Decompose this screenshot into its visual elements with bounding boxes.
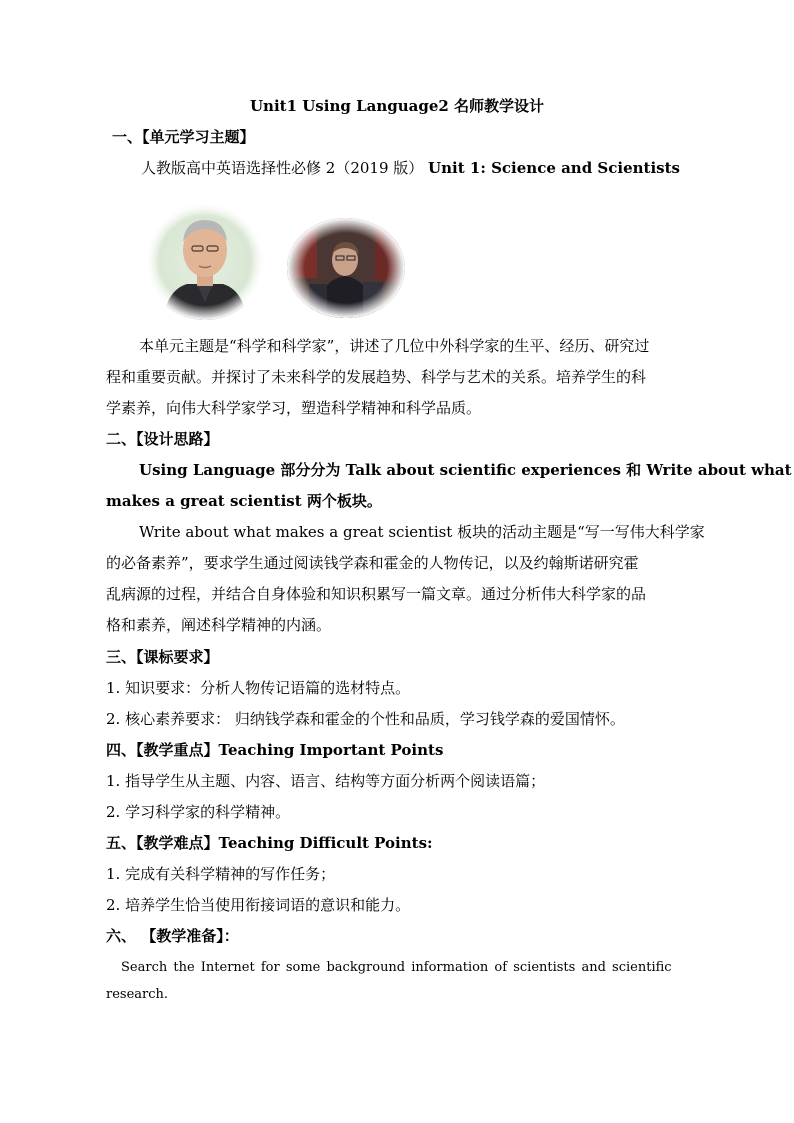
section-6-para-line-2: research. — [106, 987, 169, 1002]
subtitle-cn: 人教版高中英语选择性必修 2（2019 版） — [141, 159, 424, 177]
section-3-item-2: 2. 核心素养要求： 归纳钱学森和霍金的个性和品质，学习钱学森的爱国情怀。 — [106, 710, 625, 728]
section-6-heading: 六、 【教学准备】： — [106, 927, 239, 945]
section-5-item-1: 1. 完成有关科学精神的写作任务； — [106, 865, 336, 883]
section-3-item-1: 1. 知识要求：分析人物传记语篇的选材特点。 — [106, 679, 411, 697]
section-3-heading: 三、【课标要求】 — [106, 648, 219, 666]
portrait-elderly-man-icon — [145, 202, 265, 320]
section-1-para-line-2: 程和重要贡献。并探讨了未来科学的发展趋势、科学与艺术的关系。培养学生的科 — [106, 368, 647, 386]
section-2-p1-line-2: makes a great scientist 两个板块。 — [106, 492, 382, 510]
portrait-seated-man-icon — [287, 218, 405, 318]
scientist-photo-2 — [287, 218, 405, 318]
section-2-p2-line-3: 乱病源的过程，并结合自身体验和知识积累写一篇文章。通过分析伟大科学家的品 — [106, 585, 647, 603]
subtitle-en: Unit 1: Science and Scientists — [428, 159, 680, 177]
section-2-p2-line-1: Write about what makes a great scientist 板块的活动主题是“写一写伟大科学家 — [139, 523, 705, 541]
scientist-photo-1 — [145, 202, 265, 320]
section-1-para-line-1: 本单元主题是“科学和科学家”，讲述了几位中外科学家的生平、经历、研究过 — [139, 337, 650, 355]
section-4-heading: 四、【教学重点】Teaching Important Points — [106, 741, 444, 759]
section-4-item-2: 2. 学习科学家的科学精神。 — [106, 803, 291, 821]
section-2-p2-line-2: 的必备素养”，要求学生通过阅读钱学森和霍金的人物传记，以及约翰斯诺研究霍 — [106, 554, 639, 572]
section-6-para-line-1: Search the Internet for some background information of scientists and scientific — [121, 960, 672, 975]
section-4-item-1: 1. 指导学生从主题、内容、语言、结构等方面分析两个阅读语篇； — [106, 772, 546, 790]
section-5-item-2: 2. 培养学生恰当使用衔接词语的意识和能力。 — [106, 896, 411, 914]
section-2-p2-line-4: 格和素养，阐述科学精神的内涵。 — [106, 616, 332, 634]
section-1-subtitle — [141, 158, 680, 178]
section-2-p1-line-1: Using Language 部分分为 Talk about scientific experiences 和 Write about what — [139, 461, 792, 479]
section-1-para-line-3: 学素养，向伟大科学家学习，塑造科学精神和科学品质。 — [106, 399, 482, 417]
section-5-heading: 五、【教学难点】Teaching Difficult Points: — [106, 834, 433, 852]
section-1-heading: 一、【单元学习主题】 — [112, 128, 255, 146]
document-title: Unit1 Using Language2 名师教学设计 — [249, 97, 545, 115]
section-2-heading: 二、【设计思路】 — [106, 430, 219, 448]
